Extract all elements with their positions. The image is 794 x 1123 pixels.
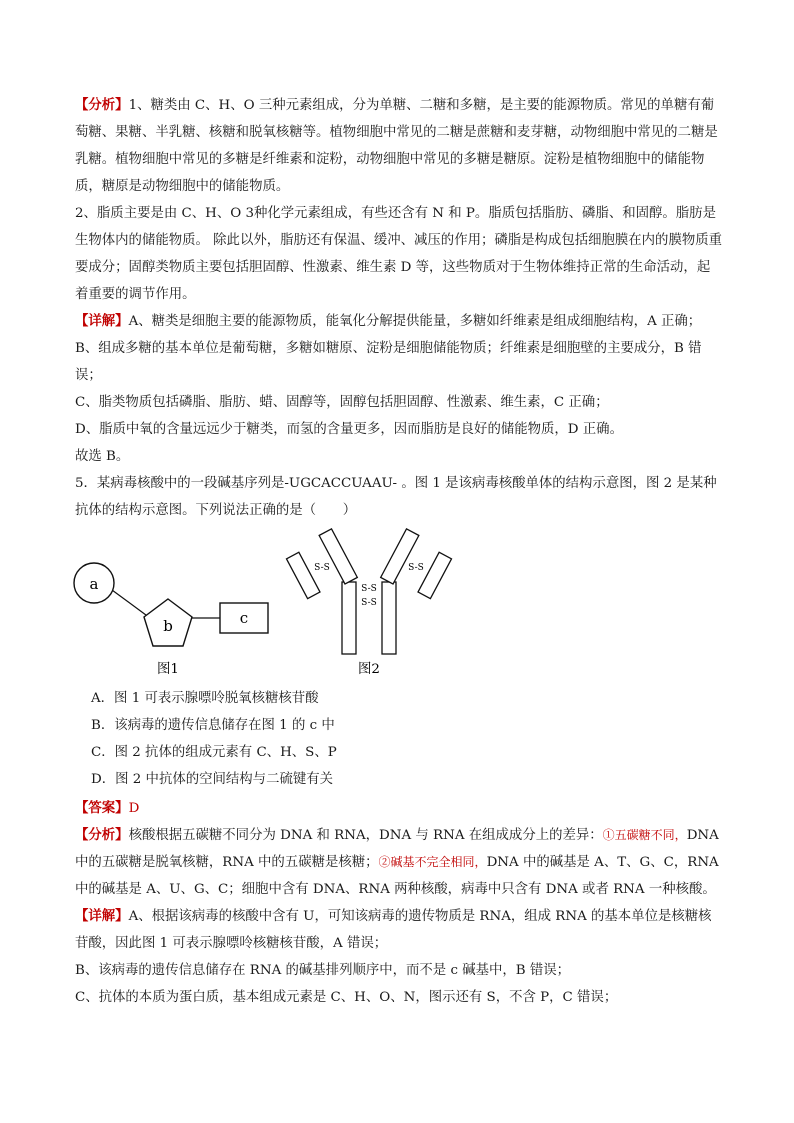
detail-choice: 故选 B。 [75, 449, 130, 464]
detail-line-d: D、脂质中氧的含量远远少于糖类，而氢的含量更多，因而脂肪是良好的储能物质，D 正确。 [75, 422, 623, 437]
detail-text-a: A、糖类是细胞主要的能源物质，能氧化分解提供能量，多糖如纤维素是组成细胞结构，A 正确； [128, 314, 702, 329]
detail-2-tag: 【详解】 [75, 908, 129, 924]
fig1-caption: 图1 [157, 662, 179, 677]
detail-2-line-b: B、该病毒的遗传信息储存在 RNA 的碱基排列顺序中，而不是 c 碱基中，B 错误； [75, 963, 571, 978]
analysis-tag: 【分析】 [75, 97, 129, 113]
disulfide-bond-hinge-2: S-S [361, 598, 377, 608]
light-chain-right [418, 552, 451, 598]
question-5-figures [60, 525, 480, 685]
option-c: C．图 2 抗体的组成元素有 C、H、S、P [91, 745, 337, 760]
heavy-chain-left-arm [319, 529, 357, 584]
question-5-stem: 5．某病毒核酸中的一段碱基序列是-UGCACCUAAU- 。图 1 是该病毒核酸单体的结构示意图，图 2 是某种抗体的结构示意图。下列说法正确的是（ ） [75, 476, 717, 518]
fig2-caption: 图2 [358, 662, 380, 677]
disulfide-bond-right: S-S [408, 563, 424, 573]
analysis-2-highlight-1: ①五碳糖不同， [602, 828, 687, 842]
disulfide-bond-hinge-1: S-S [361, 584, 377, 594]
light-chain-left [286, 552, 319, 598]
heavy-chain-right [382, 582, 396, 654]
disulfide-bond-left: S-S [314, 563, 330, 573]
analysis-paragraph-2: 2、脂质主要是由 C、H、O 3种化学元素组成，有些还含有 N 和 P。脂质包括脂肪、磷脂、和固醇。脂肪是生物体内的储能物质。 除此以外，脂肪还有保温、缓冲、减压的作用；磷脂是构成包括细胞膜在内的膜物质重要成分；固醇类物质主要包括胆固醇、性激素、维生素 D 等，这些物质对于生物体维持正常的生命活动，起着重要的调节作用。 [75, 206, 723, 302]
figure-2-antibody [286, 529, 451, 677]
option-d: D．图 2 中抗体的空间结构与二硫键有关 [91, 772, 334, 787]
figure-1-nucleotide [74, 563, 268, 677]
fig1-label-b: b [163, 617, 173, 635]
detail-2-line-c: C、抗体的本质为蛋白质，基本组成元素是 C、H、O、N，图示还有 S，不含 P，C 错误； [75, 990, 618, 1005]
option-b: B．该病毒的遗传信息储存在图 1 的 c 中 [91, 718, 335, 733]
option-a: A．图 1 可表示腺嘌呤脱氧核糖核苷酸 [91, 691, 319, 706]
detail-2-text-a: A、根据该病毒的核酸中含有 U，可知该病毒的遗传物质是 RNA，组成 RNA 的基本单位是核糖核苷酸，因此图 1 可表示腺嘌呤核糖核苷酸，A 错误； [75, 909, 712, 951]
analysis-text-1: 1、糖类由 C、H、O 三种元素组成，分为单糖、二糖和多糖，是主要的能源物质。常见的单糖有葡萄糖、果糖、半乳糖、核糖和脱氧核糖等。植物细胞中常见的二糖是蔗糖和麦芽糖，动物细胞中常见的二糖是乳糖。植物细胞中常见的多糖是纤维素和淀粉，动物细胞中常见的多糖是糖原。淀粉是植物细胞中的储能物质，糖原是动物细胞中的储能物质。 [75, 98, 718, 194]
fig1-label-c: c [239, 609, 249, 627]
heavy-chain-right-arm [381, 529, 419, 584]
detail-line-c: C、脂类物质包括磷脂、脂肪、蜡、固醇等，固醇包括胆固醇、性激素、维生素，C 正确； [75, 395, 609, 410]
analysis-paragraph-1 [75, 92, 723, 200]
answer-tag: 【答案】 [75, 800, 129, 816]
analysis-2-text-2: DNA 中的五碳糖是脱氧核糖，RNA 中的五碳糖是核糖； [75, 828, 719, 870]
analysis-2-text-3: DNA 中的碱基是 A、T、G、C，RNA 中的碱基是 A、U、G、C；细胞中含有 DNA、RNA 两种核酸，病毒中只含有 DNA 或者 RNA 一种核酸。 [75, 855, 719, 897]
analysis-2-tag: 【分析】 [75, 827, 129, 843]
detail-2-line-a [75, 903, 723, 957]
answer-line [75, 795, 723, 822]
fig1-label-a: a [89, 575, 99, 593]
analysis-2-paragraph [75, 822, 723, 903]
detail-line-a [75, 308, 723, 335]
detail-line-b: B、组成多糖的基本单位是葡萄糖，多糖如糖原、淀粉是细胞储能物质；纤维素是细胞壁的主要成分，B 错误； [75, 341, 702, 383]
heavy-chain-left [342, 582, 356, 654]
analysis-2-highlight-2: ②碱基不完全相同， [378, 855, 487, 869]
detail-tag: 【详解】 [75, 313, 129, 329]
answer-value: D [128, 801, 140, 816]
analysis-2-text-1: 核酸根据五碳糖不同分为 DNA 和 RNA，DNA 与 RNA 在组成成分上的差异： [128, 828, 603, 843]
